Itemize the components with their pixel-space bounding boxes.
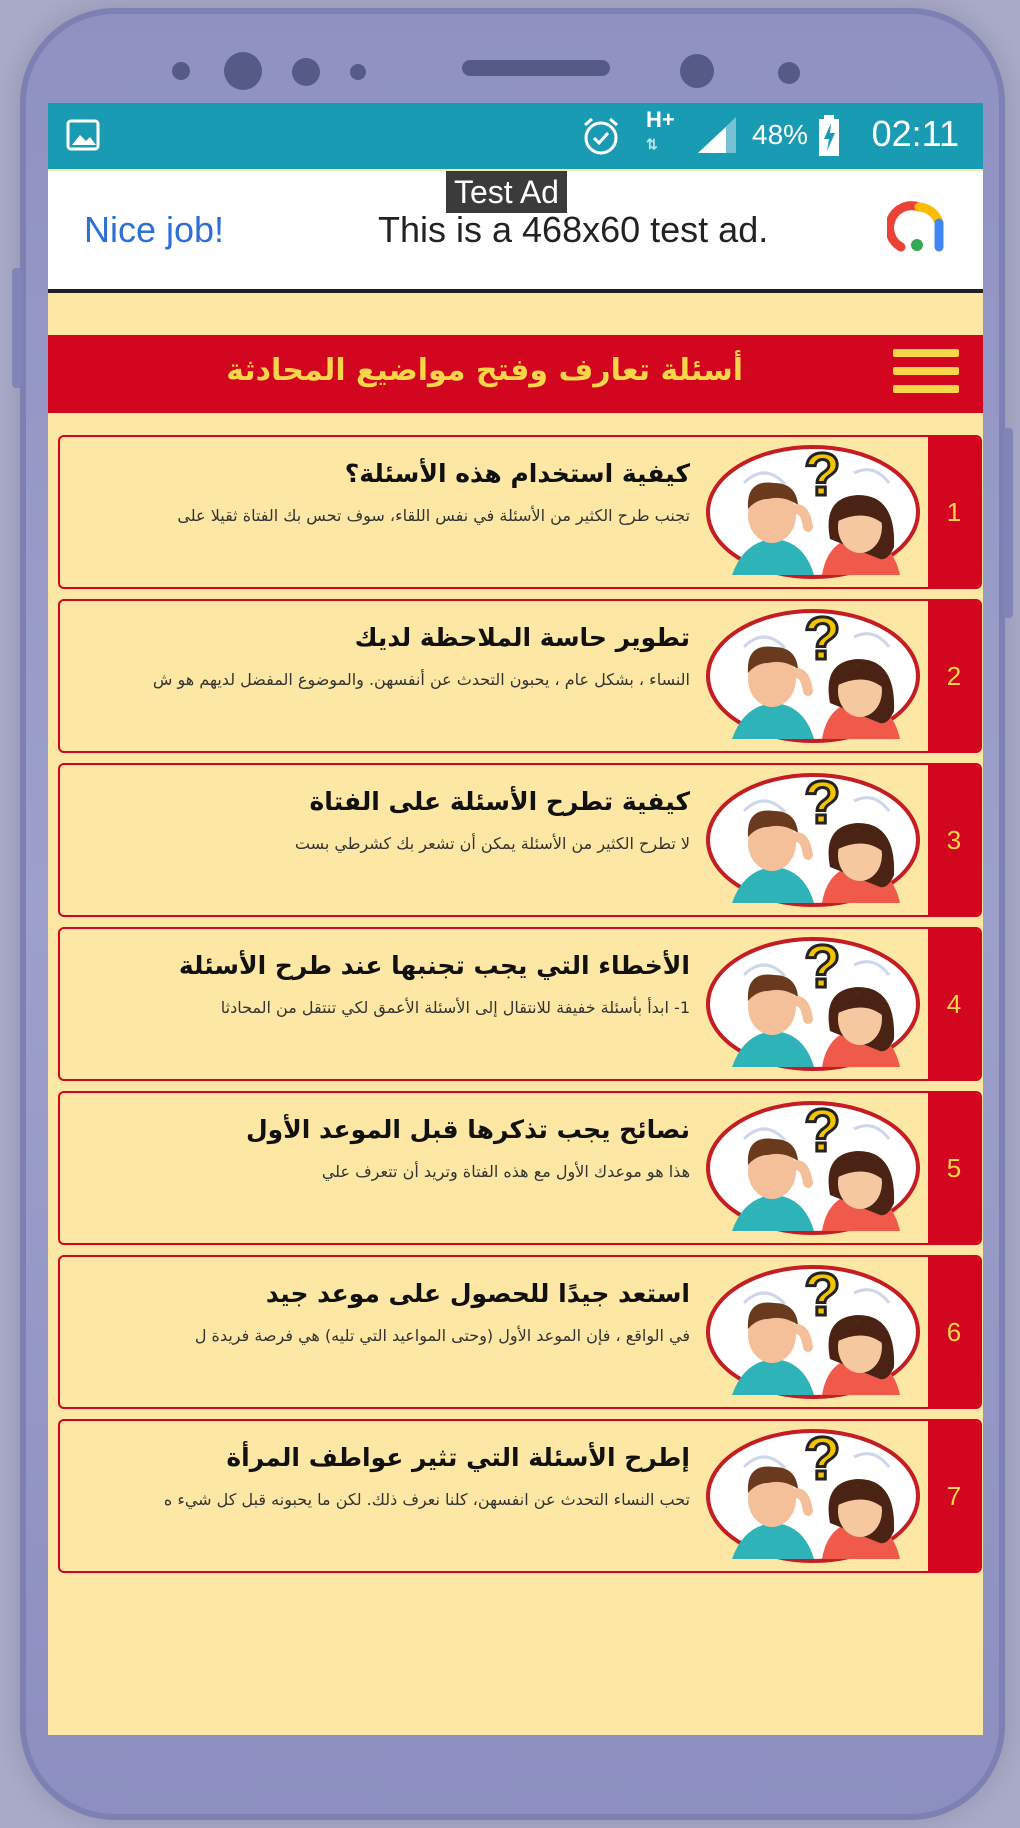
test-ad-label: Test Ad (446, 171, 567, 213)
volume-button (12, 268, 22, 388)
ad-headline[interactable]: Nice job! (84, 209, 225, 250)
battery-charging-icon (818, 115, 840, 157)
item-number: 4 (928, 929, 980, 1079)
clock: 02:11 (871, 113, 959, 154)
item-description: النساء ، بشكل عام ، يحبون التحدث عن أنفسهن. والموضوع المفضل لديهم هو ش (152, 670, 690, 689)
front-camera (224, 52, 262, 90)
power-button (1003, 428, 1013, 618)
phone-screen (48, 103, 983, 1735)
list-item[interactable] (58, 599, 982, 753)
menu-icon[interactable] (893, 343, 959, 403)
item-title: استعد جيدًا للحصول على موعد جيد (265, 1279, 690, 1308)
list-item[interactable] (58, 927, 982, 1081)
ad-banner[interactable] (48, 171, 983, 293)
svg-text:?: ? (804, 1099, 841, 1164)
thumbnail-image (704, 443, 922, 581)
item-number: 1 (928, 437, 980, 587)
thumbnail-image (704, 1099, 922, 1237)
svg-text:?: ? (804, 443, 841, 508)
signal-strength-icon (696, 115, 738, 155)
item-title: إطرح الأسئلة التي تثير عواطف المرأة (226, 1443, 690, 1472)
item-description: تحب النساء التحدث عن انفسهن، كلنا نعرف ذلك. لكن ما يحبونه قبل كل شيء ه (163, 1490, 690, 1509)
item-title: كيفية تطرح الأسئلة على الفتاة (309, 787, 690, 816)
front-sensor (350, 64, 366, 80)
svg-text:?: ? (804, 935, 841, 1000)
list-item[interactable] (58, 763, 982, 917)
svg-text:?: ? (804, 1427, 841, 1492)
list-item[interactable] (58, 1419, 982, 1573)
battery-percent: 48% (752, 119, 809, 150)
thumbnail-image (704, 771, 922, 909)
item-number: 2 (928, 601, 980, 751)
front-sensor (680, 54, 714, 88)
item-number: 6 (928, 1257, 980, 1407)
item-title: نصائح يجب تذكرها قبل الموعد الأول (245, 1115, 690, 1144)
front-sensor (778, 62, 800, 84)
item-title: كيفية استخدام هذه الأسئلة؟ (344, 459, 690, 488)
list-item[interactable] (58, 1255, 982, 1409)
ad-text[interactable]: This is a 468x60 test ad. (378, 209, 769, 250)
item-number: 5 (928, 1093, 980, 1243)
item-number: 3 (928, 765, 980, 915)
alarm-icon (580, 115, 622, 157)
item-description: هذا هو موعدك الأول مع هذه الفتاة وتريد أن تتعرف علي (321, 1162, 690, 1181)
item-description: لا تطرح الكثير من الأسئلة يمكن أن تشعر بك كشرطي بست (294, 834, 690, 853)
thumbnail-image (704, 607, 922, 745)
status-bar (48, 103, 983, 169)
front-sensor (172, 62, 190, 80)
svg-text:?: ? (804, 1263, 841, 1328)
thumbnail-image (704, 1263, 922, 1401)
thumbnail-image (704, 935, 922, 1073)
topic-list (58, 435, 980, 1583)
list-item[interactable] (58, 1091, 982, 1245)
page-title: أسئلة تعارف وفتح مواضيع المحادثة (226, 353, 743, 388)
item-title: الأخطاء التي يجب تجنبها عند طرح الأسئلة (178, 951, 690, 980)
front-sensor (292, 58, 320, 86)
earpiece-speaker (462, 60, 610, 76)
network-type-indicator: H+ ⇅ (646, 107, 675, 152)
ad-logo-icon (887, 197, 951, 261)
list-item[interactable] (58, 435, 982, 589)
item-description: تجنب طرح الكثير من الأسئلة في نفس اللقاء، سوف تحس بك الفتاة ثقيلا على (177, 506, 690, 525)
svg-text:?: ? (804, 771, 841, 836)
item-title: تطوير حاسة الملاحظة لديك (354, 623, 690, 652)
item-description: 1- ابدأ بأسئلة خفيفة للانتقال إلى الأسئلة الأعمق لكي تنتقل من المحادثا (220, 998, 690, 1017)
item-description: في الواقع ، فإن الموعد الأول (وحتى المواعيد التي تليه) هي فرصة فريدة ل (194, 1326, 690, 1345)
gallery-notification-icon (66, 119, 100, 151)
item-number: 7 (928, 1421, 980, 1571)
svg-text:?: ? (804, 607, 841, 672)
app-header (48, 335, 983, 413)
thumbnail-image (704, 1427, 922, 1565)
